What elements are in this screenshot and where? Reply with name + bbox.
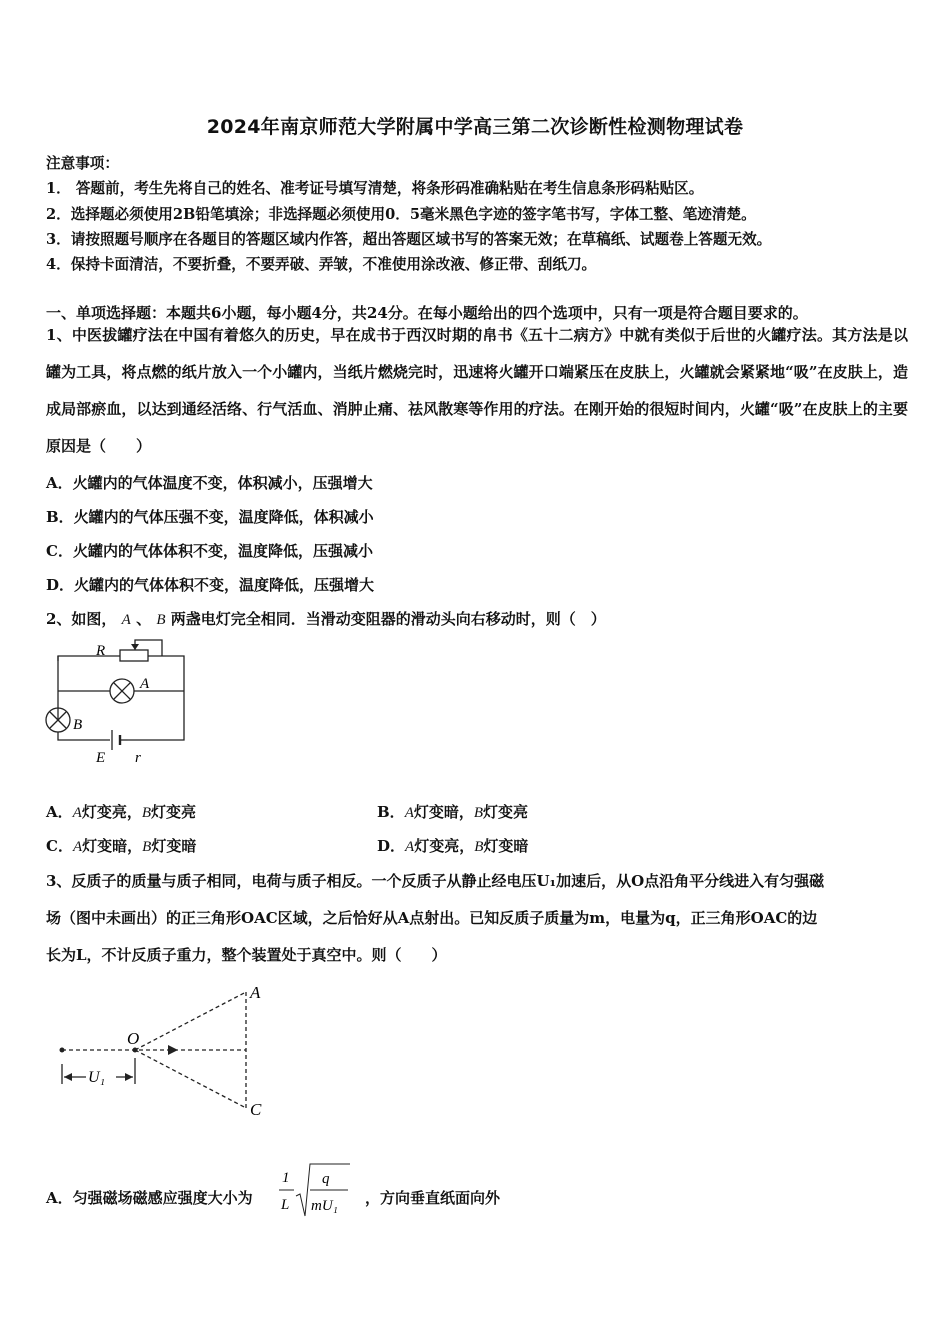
- wire: [58, 732, 110, 740]
- slider-arrow: [131, 644, 139, 650]
- q3-option-a-prefix: A．匀强磁场磁感应强度大小为: [46, 1189, 253, 1207]
- formula-num1: 1: [282, 1170, 290, 1186]
- circuit-diagram: [40, 636, 200, 770]
- q1-option-d: D．火罐内的气体体积不变，温度降低，压强增大: [46, 576, 375, 594]
- notice-item: 1． 答题前，考生先将自己的姓名、准考证号填写清楚，将条形码准确粘贴在考生信息条形码粘贴区。: [46, 180, 704, 197]
- notice-item: 2．选择题必须使用2B铅笔填涂；非选择题必须使用0．5毫米黑色字迹的签字笔书写，字体工整、笔迹清楚。: [46, 206, 756, 223]
- label-a: A: [140, 676, 150, 692]
- q2-option-a: A．A灯变亮，B灯变亮: [46, 803, 197, 821]
- q1-option-a: A．火罐内的气体温度不变，体积减小，压强增大: [46, 474, 373, 492]
- point-o: [133, 1048, 138, 1053]
- label-u1: U₁: [88, 1069, 106, 1086]
- formula-den2: mU₁: [311, 1198, 338, 1214]
- q1-option-c: C．火罐内的气体体积不变，温度降低，压强减小: [46, 542, 373, 560]
- section-heading: 一、单项选择题：本题共6小题，每小题4分，共24分。在每小题给出的四个选项中，只有一项是符合题目要求的。: [46, 304, 808, 322]
- question-1-stem: 1、中医拔罐疗法在中国有着悠久的历史，早在成书于西汉时期的帛书《五十二病方》中就有类似于后世的火罐疗法。其方法是以罐为工具，将点燃的纸片放入一个小罐内，当纸片燃烧完时，迅速将火罐开口端紧压在皮肤上，火罐就会紧紧地“吸”在皮肤上，造成局部瘀血，以达到通经活络、行气活血、消肿止痛、祛风散寒等作用的疗法。在刚开始的很短时间内，火罐“吸”在皮肤上的主要原因是（ ）: [46, 326, 908, 455]
- notice-item: 4．保持卡面清洁，不要折叠，不要弄破、弄皱，不准使用涂改液、修正带、刮纸刀。: [46, 256, 597, 273]
- side-oa: [135, 992, 246, 1050]
- label-e: E: [96, 750, 106, 766]
- label-b: B: [73, 717, 83, 733]
- label-a: A: [250, 983, 261, 1002]
- q2-stem-b: B: [156, 612, 166, 628]
- formula: [274, 1160, 364, 1222]
- page-title: 2024年南京师范大学附属中学高三第二次诊断性检测物理试卷: [206, 116, 744, 138]
- label-c: C: [250, 1100, 262, 1119]
- q2-option-c: C．A灯变暗，B灯变暗: [46, 837, 197, 855]
- side-oc: [135, 1050, 246, 1108]
- wire: [58, 656, 120, 661]
- wire: [148, 656, 184, 688]
- start-point: [60, 1048, 65, 1053]
- question-3-line-3: 长为L，不计反质子重力，整个装置处于真空中。则（ ）: [46, 946, 447, 964]
- notice-heading: 注意事项：: [46, 155, 119, 172]
- q3-option-a-suffix: ，方向垂直纸面向外: [365, 1189, 501, 1207]
- q1-option-b: B．火罐内的气体压强不变，温度降低，体积减小: [46, 508, 374, 526]
- q2-stem-sep: 、: [136, 610, 152, 628]
- question-3-line-2: 场（图中未画出）的正三角形OAC区域，之后恰好从A点射出。已知反质子质量为m，电量为q，正三角形OAC的边: [46, 909, 818, 927]
- q2-stem-a: A: [121, 612, 131, 628]
- triangle-diagram: [50, 978, 280, 1123]
- label-r: R: [96, 643, 106, 659]
- wire: [128, 688, 184, 740]
- q2-option-b: B．A灯变暗，B灯变亮: [377, 803, 529, 821]
- q2-stem-suffix: 两盏电灯完全相同．当滑动变阻器的滑动头向右移动时，则（ ）: [170, 610, 606, 628]
- notice-item: 3．请按照题号顺序在各题目的答题区域内作答，超出答题区域书写的答案无效；在草稿纸、试题卷上答题无效。: [46, 231, 772, 248]
- formula-num2: q: [322, 1171, 330, 1187]
- q2-stem-prefix: 2、如图，: [46, 610, 117, 628]
- label-o: O: [127, 1029, 140, 1048]
- rheostat-resistor: [120, 650, 148, 661]
- q2-option-d: D．A灯变亮，B灯变暗: [377, 837, 529, 855]
- label-r-internal: r: [135, 750, 141, 766]
- question-3-line-1: 3、反质子的质量与质子相同，电荷与质子相反。一个反质子从静止经电压U₁加速后，从O点沿角平分线进入有匀强磁: [46, 872, 825, 890]
- formula-den1: L: [281, 1197, 290, 1213]
- question-2-stem: [46, 608, 606, 629]
- velocity-arrow: [168, 1045, 178, 1055]
